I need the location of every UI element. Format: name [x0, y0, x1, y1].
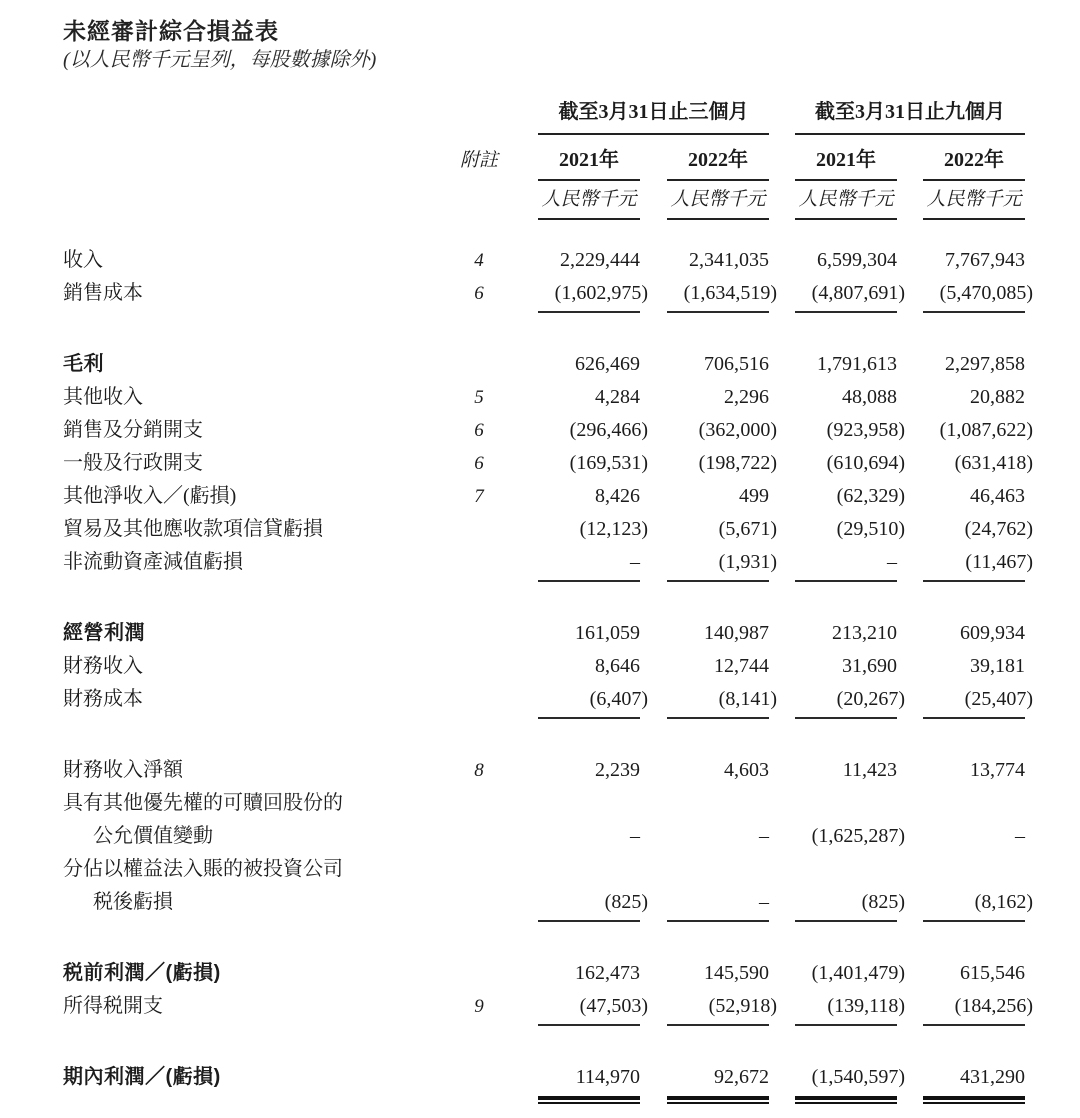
value-cell [538, 960, 648, 987]
value-cell [923, 384, 1033, 411]
table-row [63, 447, 1033, 480]
table-header-years [63, 145, 1033, 181]
value-cell [667, 960, 777, 987]
value-cell [538, 549, 648, 582]
table-header-units [63, 187, 1033, 220]
value-cell [795, 247, 905, 274]
value-text: – [759, 891, 769, 913]
value-cell [795, 889, 905, 922]
value-cell [795, 653, 905, 680]
row-label: 一般及行政開支 [63, 452, 203, 474]
value-cell [667, 620, 777, 647]
note-cell: 9 [474, 996, 484, 1017]
value-cell [667, 1064, 777, 1100]
row-spacer [63, 919, 1033, 957]
row-label: 所得税開支 [63, 995, 163, 1017]
value-cell [923, 653, 1033, 680]
table-row [63, 414, 1033, 447]
unit-header: 人民幣千元 [538, 187, 648, 220]
value-text: (1,401,479) [811, 962, 905, 984]
value-cell [923, 549, 1033, 582]
value-text: (47,503) [579, 995, 648, 1017]
value-cell [667, 823, 777, 850]
value-cell [795, 351, 905, 378]
value-text: (62,329) [836, 485, 905, 507]
value-cell [667, 384, 777, 411]
value-cell [667, 686, 777, 719]
value-cell [538, 823, 648, 850]
value-cell [795, 620, 905, 647]
table-body [63, 244, 1033, 1094]
note-cell: 6 [474, 453, 484, 474]
row-label: 税後虧損 [93, 891, 173, 913]
value-cell [538, 686, 648, 719]
table-row [63, 853, 1033, 886]
table-row [63, 546, 1033, 579]
value-text: (1,087,622) [939, 419, 1033, 441]
value-cell [667, 889, 777, 922]
income-statement-table [63, 99, 1033, 1094]
value-text: (12,123) [579, 518, 648, 540]
value-cell [795, 417, 905, 444]
value-text: – [759, 825, 769, 847]
row-label: 税前利潤／(虧損) [63, 962, 221, 984]
row-label: 期內利潤／(虧損) [63, 1066, 221, 1088]
value-text: (4,807,691) [811, 282, 905, 304]
value-text: 499 [739, 485, 769, 507]
value-text: 213,210 [832, 622, 897, 644]
table-row [63, 754, 1033, 787]
value-cell [538, 384, 648, 411]
table-row [63, 1061, 1033, 1094]
value-text: 46,463 [970, 485, 1025, 507]
value-cell [538, 483, 648, 510]
row-spacer [63, 1023, 1033, 1061]
value-text: 162,473 [575, 962, 640, 984]
value-text: 48,088 [842, 386, 897, 408]
value-text: (198,722) [698, 452, 777, 474]
value-cell [923, 351, 1033, 378]
value-text: 8,646 [595, 655, 640, 677]
value-cell [923, 620, 1033, 647]
value-cell [538, 620, 648, 647]
value-text: 2,297,858 [945, 353, 1025, 375]
value-text: (11,467) [965, 551, 1033, 573]
value-cell [923, 516, 1033, 543]
value-text: (296,466) [569, 419, 648, 441]
value-cell [667, 516, 777, 543]
value-cell [923, 889, 1033, 922]
value-text: 626,469 [575, 353, 640, 375]
table-row [63, 683, 1033, 716]
value-text: (5,671) [718, 518, 777, 540]
value-text: 12,744 [714, 655, 769, 677]
column-group-nine-months: 截至3月31日止九個月 [795, 99, 1033, 135]
value-text: 140,987 [704, 622, 769, 644]
row-label: 經營利潤 [63, 622, 145, 644]
value-cell [538, 417, 648, 444]
value-text: 2,239 [595, 759, 640, 781]
value-cell [795, 993, 905, 1026]
value-cell [795, 516, 905, 543]
row-label: 銷售成本 [63, 282, 143, 304]
value-text: 706,516 [704, 353, 769, 375]
value-text: (631,418) [954, 452, 1033, 474]
value-cell [667, 993, 777, 1026]
value-text: 4,603 [724, 759, 769, 781]
value-cell [923, 757, 1033, 784]
value-cell [923, 247, 1033, 274]
value-cell [667, 247, 777, 274]
note-cell: 7 [474, 486, 484, 507]
row-label: 財務收入 [63, 655, 143, 677]
value-text: (52,918) [708, 995, 777, 1017]
value-text: (169,531) [569, 452, 648, 474]
year-header-9m-2022: 2022年 [923, 147, 1033, 181]
value-text: (1,931) [718, 551, 777, 573]
note-cell: 6 [474, 420, 484, 441]
value-text: (825) [861, 891, 905, 913]
value-text: 39,181 [970, 655, 1025, 677]
value-text: 13,774 [970, 759, 1025, 781]
table-row [63, 277, 1033, 310]
row-label: 毛利 [63, 353, 104, 375]
value-cell [795, 549, 905, 582]
row-spacer [63, 579, 1033, 617]
value-cell [538, 247, 648, 274]
value-cell [667, 549, 777, 582]
note-cell: 5 [474, 387, 484, 408]
row-label: 貿易及其他應收款項信貸虧損 [63, 518, 323, 540]
value-cell [667, 450, 777, 477]
table-row [63, 480, 1033, 513]
value-cell [795, 280, 905, 313]
value-text: 31,690 [842, 655, 897, 677]
value-text: (1,540,597) [811, 1066, 905, 1088]
value-cell [923, 993, 1033, 1026]
value-text: (923,958) [826, 419, 905, 441]
value-text: 20,882 [970, 386, 1025, 408]
table-row [63, 886, 1033, 919]
value-cell [538, 653, 648, 680]
row-label: 分佔以權益法入賬的被投資公司 [63, 858, 343, 880]
value-cell [795, 483, 905, 510]
value-text: 615,546 [960, 962, 1025, 984]
value-cell [667, 351, 777, 378]
row-label: 公允價值變動 [93, 825, 213, 847]
value-cell [923, 686, 1033, 719]
table-row [63, 617, 1033, 650]
row-label: 非流動資產減值虧損 [63, 551, 243, 573]
value-cell [538, 450, 648, 477]
table-row [63, 990, 1033, 1023]
value-text: – [1015, 825, 1025, 847]
value-cell [667, 757, 777, 784]
value-cell [795, 757, 905, 784]
value-cell [538, 757, 648, 784]
value-text: 7,767,943 [945, 249, 1025, 271]
value-cell [795, 960, 905, 987]
value-cell [667, 280, 777, 313]
value-cell [923, 450, 1033, 477]
value-text: (184,256) [954, 995, 1033, 1017]
page-subtitle: (以人民幣千元呈列，每股數據除外) [63, 49, 377, 71]
value-text: 161,059 [575, 622, 640, 644]
value-cell [923, 280, 1033, 313]
value-cell [667, 483, 777, 510]
value-cell [795, 686, 905, 719]
page-title: 未經審計綜合損益表 [63, 18, 279, 44]
value-cell [538, 889, 648, 922]
row-label: 其他淨收入／(虧損) [63, 485, 237, 507]
table-row [63, 513, 1033, 546]
row-spacer [63, 716, 1033, 754]
value-text: 145,590 [704, 962, 769, 984]
row-label: 收入 [63, 249, 103, 271]
value-cell [538, 280, 648, 313]
value-text: 1,791,613 [817, 353, 897, 375]
note-cell: 6 [474, 283, 484, 304]
value-text: (24,762) [964, 518, 1033, 540]
unit-header: 人民幣千元 [667, 187, 777, 220]
year-header-9m-2021: 2021年 [795, 147, 905, 181]
value-text: (5,470,085) [939, 282, 1033, 304]
note-cell: 8 [474, 760, 484, 781]
table-header-groups [63, 99, 1033, 135]
year-header-3m-2021: 2021年 [538, 147, 648, 181]
value-cell [538, 516, 648, 543]
row-label: 財務成本 [63, 688, 143, 710]
value-cell [923, 960, 1033, 987]
value-cell [923, 417, 1033, 444]
value-text: (29,510) [836, 518, 905, 540]
value-cell [923, 1064, 1033, 1100]
table-row [63, 787, 1033, 820]
value-text: (139,118) [827, 995, 905, 1017]
value-text: 114,970 [575, 1066, 640, 1088]
year-header-3m-2022: 2022年 [667, 147, 777, 181]
value-text: 4,284 [595, 386, 640, 408]
table-row [63, 348, 1033, 381]
value-text: – [630, 825, 640, 847]
value-text: (1,634,519) [683, 282, 777, 304]
value-cell [923, 823, 1033, 850]
value-text: 92,672 [714, 1066, 769, 1088]
value-text: (1,625,287) [811, 825, 905, 847]
column-group-three-months: 截至3月31日止三個月 [538, 99, 777, 135]
value-text: 609,934 [960, 622, 1025, 644]
value-text: (8,162) [974, 891, 1033, 913]
value-cell [795, 1064, 905, 1100]
row-spacer [63, 310, 1033, 348]
value-text: – [630, 551, 640, 573]
value-text: (25,407) [964, 688, 1033, 710]
table-row [63, 244, 1033, 277]
value-cell [538, 993, 648, 1026]
unit-header: 人民幣千元 [923, 187, 1033, 220]
value-cell [923, 483, 1033, 510]
value-text: (6,407) [589, 688, 648, 710]
value-text: (610,694) [826, 452, 905, 474]
value-text: 8,426 [595, 485, 640, 507]
table-row [63, 957, 1033, 990]
row-label: 財務收入淨額 [63, 759, 183, 781]
row-label: 具有其他優先權的可贖回股份的 [63, 792, 343, 814]
value-text: 2,229,444 [560, 249, 640, 271]
value-text: (8,141) [718, 688, 777, 710]
value-cell [795, 384, 905, 411]
row-label: 銷售及分銷開支 [63, 419, 203, 441]
value-text: (1,602,975) [554, 282, 648, 304]
value-text: 6,599,304 [817, 249, 897, 271]
value-text: – [887, 551, 897, 573]
note-cell: 4 [474, 250, 484, 271]
value-text: 431,290 [960, 1066, 1025, 1088]
unit-header: 人民幣千元 [795, 187, 905, 220]
value-cell [538, 351, 648, 378]
notes-column-header: 附註 [459, 150, 498, 171]
value-text: (362,000) [698, 419, 777, 441]
row-label: 其他收入 [63, 386, 143, 408]
value-text: 11,423 [842, 759, 897, 781]
value-cell [795, 823, 905, 850]
value-text: (825) [604, 891, 648, 913]
value-cell [667, 417, 777, 444]
value-cell [795, 450, 905, 477]
value-cell [538, 1064, 648, 1100]
value-text: 2,341,035 [689, 249, 769, 271]
table-row [63, 381, 1033, 414]
table-row [63, 820, 1033, 853]
value-text: 2,296 [724, 386, 769, 408]
value-cell [667, 653, 777, 680]
table-row [63, 650, 1033, 683]
value-text: (20,267) [836, 688, 905, 710]
